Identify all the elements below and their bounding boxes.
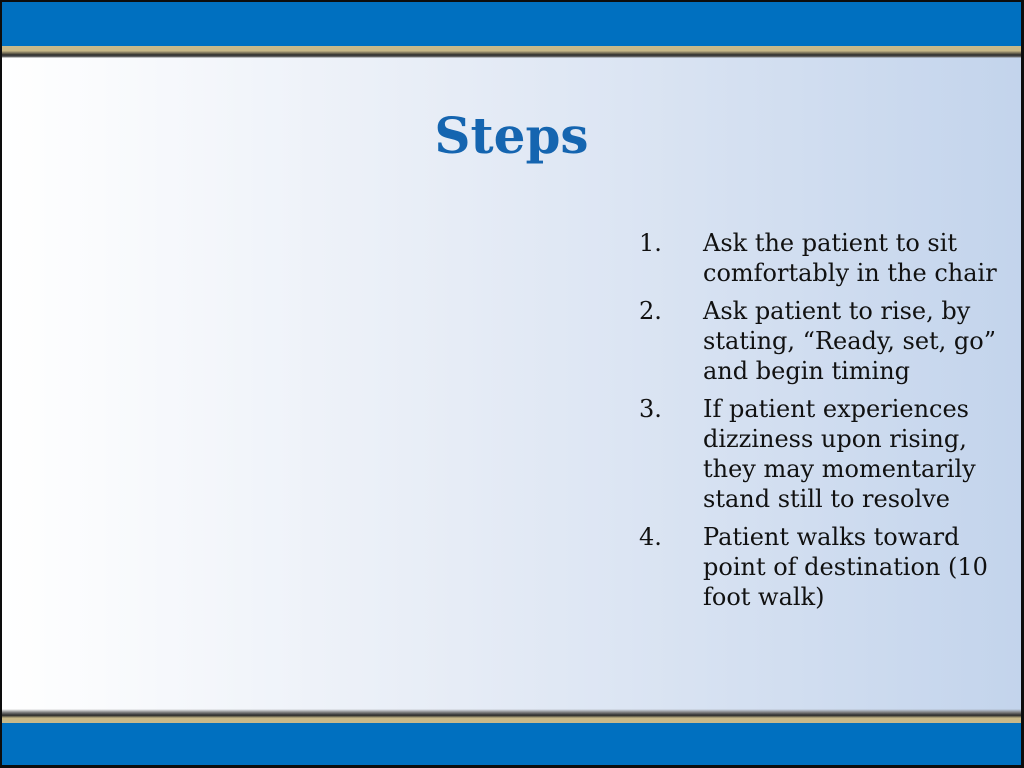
step-number: 3. [639,395,662,423]
footer-band [2,723,1021,765]
header-band [2,2,1021,46]
step-item [639,228,1009,288]
step-number: 4. [639,523,662,551]
step-text: Ask the patient to sit comfortably in the chair [703,229,997,287]
step-text: Ask patient to rise, by stating, “Ready, set, go” and begin timing [703,297,997,385]
step-item [639,522,1009,612]
header-accent-stripe [2,46,1021,58]
footer-accent-stripe [2,709,1021,723]
slide-content [2,2,1021,765]
step-number: 2. [639,297,662,325]
step-number: 1. [639,229,662,257]
step-item [639,296,1009,386]
step-text: If patient experiences dizziness upon rising, they may momentarily stand still to resolve [703,395,976,513]
step-text: Patient walks toward point of destination (10 foot walk) [703,523,988,611]
step-item [639,394,1009,514]
steps-list [639,228,1009,620]
slide-title: Steps [434,106,589,165]
